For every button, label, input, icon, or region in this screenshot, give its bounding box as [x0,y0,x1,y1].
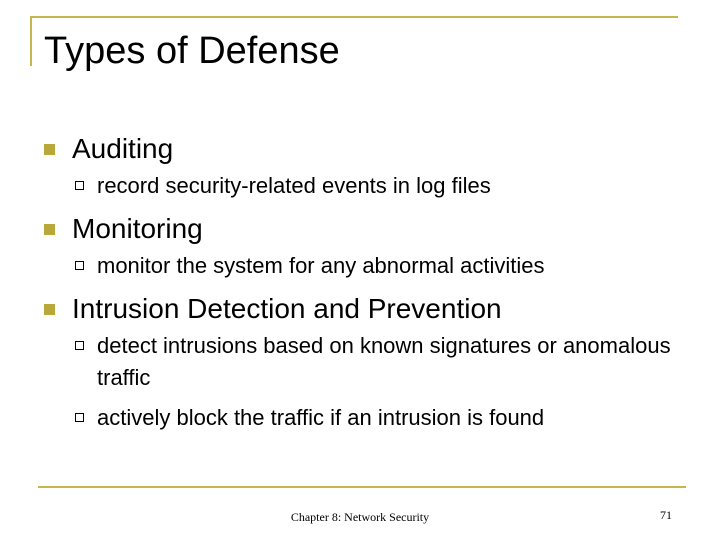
page-number: 71 [660,508,672,522]
sub-list-item [44,330,684,394]
sub-list-item-label: monitor the system for any abnormal activities [97,253,545,278]
filled-square-bullet-icon [44,224,55,235]
sub-list-item-label: actively block the traffic if an intrusion is found [97,405,545,430]
top-rule [30,16,678,18]
hollow-square-bullet-icon [75,181,84,190]
bullet-list [44,130,684,434]
bottom-rule [38,486,686,488]
list-item-label: Monitoring [72,213,203,244]
sub-list-item [44,250,684,282]
hollow-square-bullet-icon [75,413,84,422]
filled-square-bullet-icon [44,144,55,155]
footer-text: Chapter 8: Network Security [290,510,430,524]
list-item-intrusion-detection [44,290,684,328]
hollow-square-bullet-icon [75,261,84,270]
filled-square-bullet-icon [44,304,55,315]
left-rule [30,16,32,66]
sub-list-item-label: detect intrusions based on known signatures or anomalous traffic [97,333,671,390]
sub-list-item [44,402,684,434]
list-item-monitoring [44,210,684,248]
slide-title: Types of Defense [44,30,340,72]
list-item-label: Intrusion Detection and Prevention [72,293,502,324]
hollow-square-bullet-icon [75,341,84,350]
sub-list-item [44,170,684,202]
sub-list-item-label: record security-related events in log files [97,173,491,198]
list-item-auditing [44,130,684,168]
list-item-label: Auditing [72,133,174,164]
